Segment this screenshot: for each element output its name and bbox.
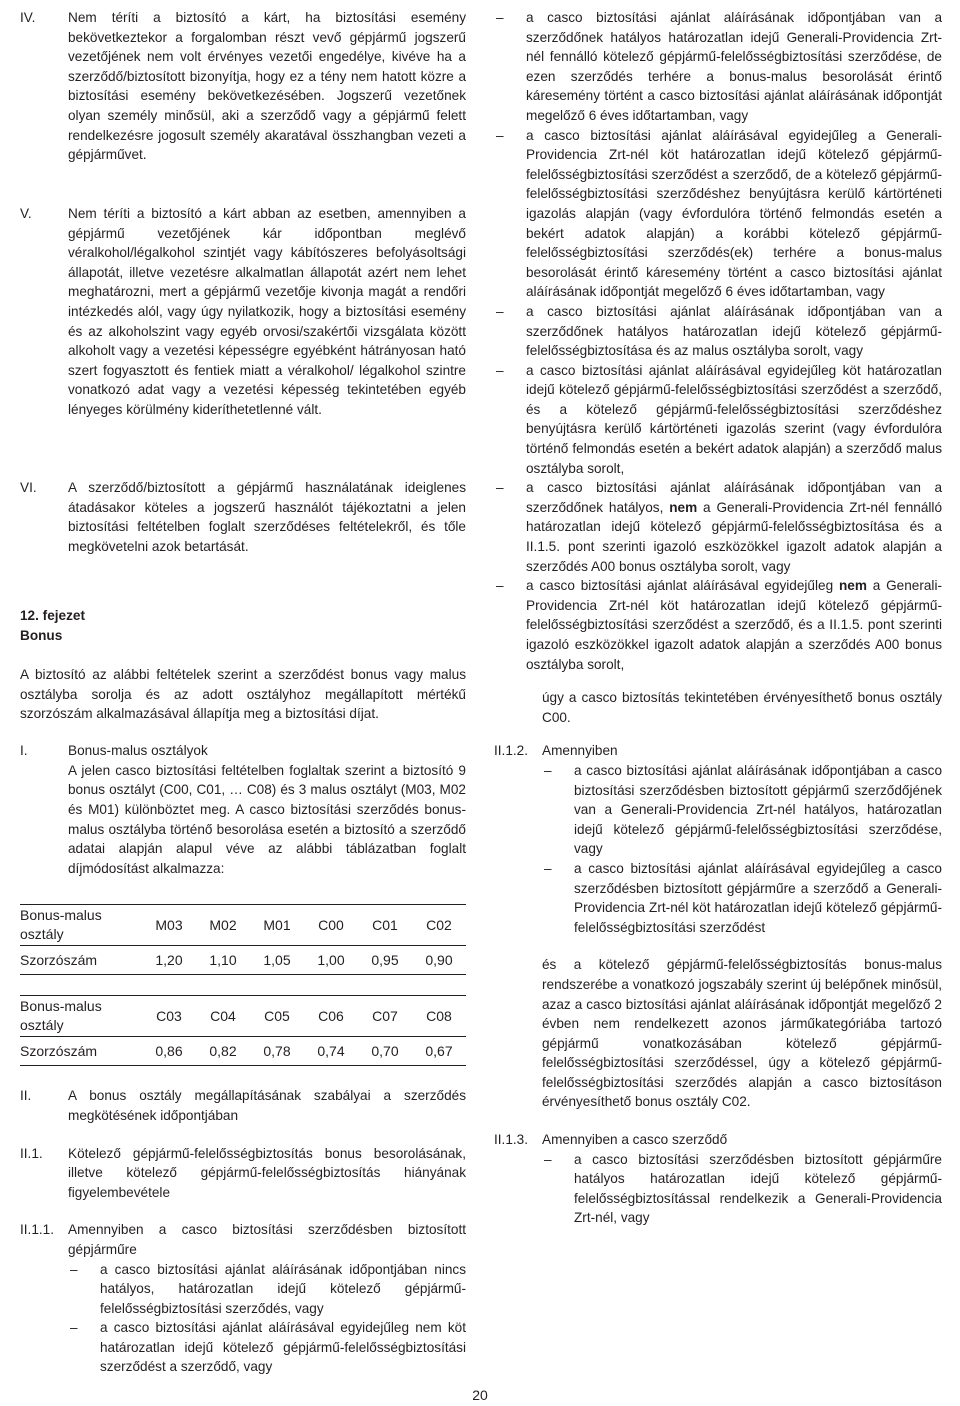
section-ii-1-2 <box>494 741 942 1112</box>
section-title: Amennyiben <box>542 743 618 759</box>
section-text: Kötelező gépjármű-felelősségbiztosítás bonus besorolásának, illetve kötelező gépjármű-felelősségbiztosítás hiányának figyelembevétele <box>68 1145 466 1200</box>
list-item: – a casco biztosítási ajánlat aláírásával egyidejűleg a Generali-Providencia Zrt-nél köt határozatlan idejű kötelező gépjármű-felelősségbiztosítási szerződést a szerződő, de a kötelező gépjármű-felelősségbiztosítási szerződéshez benyújtásra kerülő kártörténeti igazolás alapján (vagy évfordulóra történő felmondás esetén a bekért adatok alapján) a korábbi kötelező gépjármű-felelősségbiztosítási szerződés(ek) terhére a bonus-malus besorolását érintő káresemény történt a casco biztosítási ajánlat aláírásának időpontját megelőző 6 éves időtartamban, vagy <box>496 127 942 300</box>
section-text: A bonus osztály megállapításának szabályai a szerződés megkötésének időpontjában <box>68 1088 466 1123</box>
list-item: – a casco biztosítási szerződésben biztosított gépjárműre hatályos határozatlan idejű kötelező gépjármű-felelősségbiztosítással rendelkezik a Generali-Providencia Zrt-nél, vagy <box>544 1151 942 1226</box>
clause-v <box>20 204 466 478</box>
list-item: – a casco biztosítási ajánlat aláírásával egyidejűleg a casco szerződésben biztosított gépjárműre a szerződő a Generali-Providencia Zrt-nél köt határozatlan idejű kötelező gépjármű-felelősségbiztosítási szerződést <box>544 860 942 935</box>
list-item: – a casco biztosítási ajánlat aláírásának időpontjában a casco biztosítási szerződésben biztosított gépjármű szerződőjének van a Generali-Providencia Zrt-nél hatályos, határozatlan idejű kötelező gépjármű-felelősségbiztosítási szerződése, vagy <box>544 762 942 857</box>
table-cell: C05 <box>250 996 304 1037</box>
section-number: II.1.3. <box>494 1132 529 1148</box>
section-number: I. <box>20 743 28 759</box>
chapter-title: Bonus <box>20 627 63 643</box>
table-row-label: Bonus-malus osztály <box>20 905 142 946</box>
table-row-label: Bonus-malus osztály <box>20 996 142 1037</box>
section-i <box>20 741 466 878</box>
table-cell: 0,95 <box>358 946 412 975</box>
bonus-malus-table-1 <box>20 904 466 975</box>
table-cell: 0,74 <box>304 1037 358 1066</box>
section-number: II.1.1. <box>20 1222 55 1238</box>
clause-text: Nem téríti a biztosító a kárt, ha biztosítási esemény bekövetkeztekor a forgalomban részt vevő gépjármű jogszerű vezetőjének nem volt érvényes vezetői engedélye, kivéve ha a szerződő/biztosított bizonyítja, hogy ez a tény nem hatott közre a biztosítási esemény bekövetkezésében. Jogszerű vezetőnek olyan személy minősül, aki a szerződő vagy a gépjármű felett rendelkezésre jogosult személy akaratával összhangban vezeti a gépjárművet. <box>68 10 466 163</box>
table-cell: 0,86 <box>142 1037 196 1066</box>
clause-text: A szerződő/biztosított a gépjármű használatának ideiglenes átadásakor köteles a jogszerű használót tájékoztatni a jelen biztosítási feltételben foglalt szerződéses feltételekről, és tőle megkövetelni azok betartását. <box>68 480 466 554</box>
table-cell: M01 <box>250 905 304 946</box>
section-number: II.1.2. <box>494 743 529 759</box>
section-text: A jelen casco biztosítási feltételben foglaltak szerint a biztosító 9 bonus osztályt (C00, C01, … C08) és 3 malus osztályt (M03, M02 és M01) különböztet meg. A casco biztosítási szerződés bonus-malus osztályba történő besorolása esetén a biztosító a szerződő adatai alapján alapul véve az alábbi táblázatban foglalt díjmódosítást alkalmazza: <box>68 762 466 876</box>
table-cell: C06 <box>304 996 358 1037</box>
emphasis: nem <box>669 499 698 515</box>
table-cell: C02 <box>412 905 466 946</box>
section-title: Bonus-malus osztályok <box>68 743 208 759</box>
clause-iv <box>20 8 466 204</box>
table-row-label: Szorzószám <box>20 1037 142 1066</box>
clause-number: IV. <box>20 10 36 25</box>
conclusion-text: úgy a casco biztosítás tekintetében érvényesíthető bonus osztály C00. <box>542 690 942 725</box>
list-item: – a casco biztosítási ajánlat aláírásának időpontjában van a szerződőnek hatályos határozatlan idejű kötelező gépjármű-felelősségbiztosítása és az malus osztályba sorolt, vagy <box>496 303 942 359</box>
section-text: Amennyiben a casco biztosítási szerződésben biztosított gépjárműre <box>68 1222 466 1257</box>
table-cell: 0,70 <box>358 1037 412 1066</box>
table-cell: M03 <box>142 905 196 946</box>
clause-text: Nem téríti a biztosító a kárt abban az esetben, amennyiben a gépjármű vezetőjének kár időpontban meglévő véralkohol/légalkohol szintjét vagy kábítószeres befolyásoltsági állapotát, illetve vezetésre alkalmatlan állapotát azért nem lehet meghatározni, mert a gépjármű vezetője kivonja magát a rendőri intézkedés alól, vagy úgy nyilatkozik, hogy a biztosítási esemény és az alkoholszint vagy egyéb orvosi/szakértői vizsgálata között alkoholt vagy a vezetési képességre egyébként hátrányosan ható szert fogyasztott és fentiek miatt a véralkohol/ légalkohol szintre vonatkozó adat vagy a vezetési képesség tekintetében egyéb lényeges körülmény kideríthetetlenné vált. <box>68 206 466 417</box>
table-cell: 0,90 <box>412 946 466 975</box>
table-row-label: Szorzószám <box>20 946 142 975</box>
section-title: Amennyiben a casco szerződő <box>542 1132 728 1148</box>
left-column <box>20 8 466 1377</box>
section-text: és a kötelező gépjármű-felelősségbiztosítás bonus-malus rendszerébe a vonatkozó jogszabály szerint új belépőnek minősül, azaz a casco biztosítási ajánlat aláírásának időpontját megelőző 2 évben nem rendelkezett azonos járműkategóriába tartozó gépjármű vonatkozásában kötelező gépjármű-felelősségbiztosítási szerződéssel, úgy a kötelező gépjármű-felelősségbiztosítási szerződés alapján a casco biztosításon érvényesíthető bonus osztály C02. <box>542 957 942 1110</box>
table-cell: 1,10 <box>196 946 250 975</box>
table-cell: C07 <box>358 996 412 1037</box>
table-cell: C01 <box>358 905 412 946</box>
table-cell: 0,82 <box>196 1037 250 1066</box>
table-cell: M02 <box>196 905 250 946</box>
right-column <box>494 8 942 1228</box>
table-cell: 1,05 <box>250 946 304 975</box>
list-item: – a casco biztosítási ajánlat aláírásának időpontjában van a szerződőnek hatályos határozatlan idejű Generali-Providencia Zrt-nél fennálló kötelező gépjármű-felelősségbiztosítási szerződése, de ezen szerződés terhére a bonus-malus besorolását érintő káresemény történt a casco biztosítási ajánlat aláírásának időpontját megelőző 6 éves időtartamban, vagy <box>496 10 942 123</box>
list-item: – a casco biztosítási ajánlat aláírásának időpontjában van a szerződőnek hatályos, nem a Generali-Providencia Zrt-nél fennálló határozatlan idejű kötelező gépjármű-felelősségbiztosítása és a II.1.5. pont szerinti igazoló eszközökkel igazolt adatok alapján a szerződés A00 bonus osztályba sorolt, vagy <box>496 480 943 574</box>
table-cell: C03 <box>142 996 196 1037</box>
section-ii-1 <box>20 1144 466 1203</box>
section-ii-1-3 <box>494 1130 942 1228</box>
list-item: – a casco biztosítási ajánlat aláírásával egyidejűleg köt határozatlan idejű kötelező gépjármű-felelősségbiztosítási szerződést a szerződő, és a kötelező gépjármű-felelősségbiztosítási szerződéshez benyújtásra kerülő kártörténeti igazolás szerint (vagy évfordulóra történő felmondás esetén a bekért adatok alapján) a szerződő malus osztályba sorolt, <box>496 362 942 476</box>
table-cell: 0,78 <box>250 1037 304 1066</box>
chapter-intro: A biztosító az alábbi feltételek szerint a szerződést bonus vagy malus osztályba sorolja és az adott osztályhoz megállapított mértékű szorzószám alkalmazásával állapítja meg a biztosítási díjat. <box>20 667 466 722</box>
list-item: – a casco biztosítási ajánlat aláírásával egyidejűleg nem a Generali-Providencia Zrt-nél köt határozatlan idejű kötelező gépjármű-felelősségbiztosítási szerződést a szerződő, és a II.1.5. pont szerinti igazoló eszközökkel igazolt adatok alapján a szerződés A00 bonus osztályba sorolt, <box>496 578 942 672</box>
table-cell: 1,20 <box>142 946 196 975</box>
table-cell: 1,00 <box>304 946 358 975</box>
list-item: – a casco biztosítási ajánlat aláírásával egyidejűleg nem köt határozatlan idejű kötelező gépjármű-felelősségbiztosítási szerződést a szerződő, vagy <box>70 1320 466 1375</box>
bonus-malus-table-2 <box>20 995 466 1066</box>
table-cell: C00 <box>304 905 358 946</box>
clause-number: VI. <box>20 480 37 495</box>
table-cell: C08 <box>412 996 466 1037</box>
table-cell: C04 <box>196 996 250 1037</box>
emphasis: nem <box>838 578 867 594</box>
list-item: – a casco biztosítási ajánlat aláírásának időpontjában nincs hatályos, határozatlan idejű kötelező gépjármű-felelősségbiztosítási szerződés, vagy <box>70 1261 466 1316</box>
clause-vi <box>20 478 466 606</box>
section-ii <box>20 1086 466 1125</box>
chapter-number: 12. fejezet <box>20 608 85 623</box>
clause-number: V. <box>20 206 32 221</box>
section-number: II.1. <box>20 1145 43 1161</box>
page-number: 20 <box>472 1387 488 1403</box>
section-ii-1-1 <box>20 1220 466 1377</box>
table-cell: 0,67 <box>412 1037 466 1066</box>
section-number: II. <box>20 1088 32 1104</box>
